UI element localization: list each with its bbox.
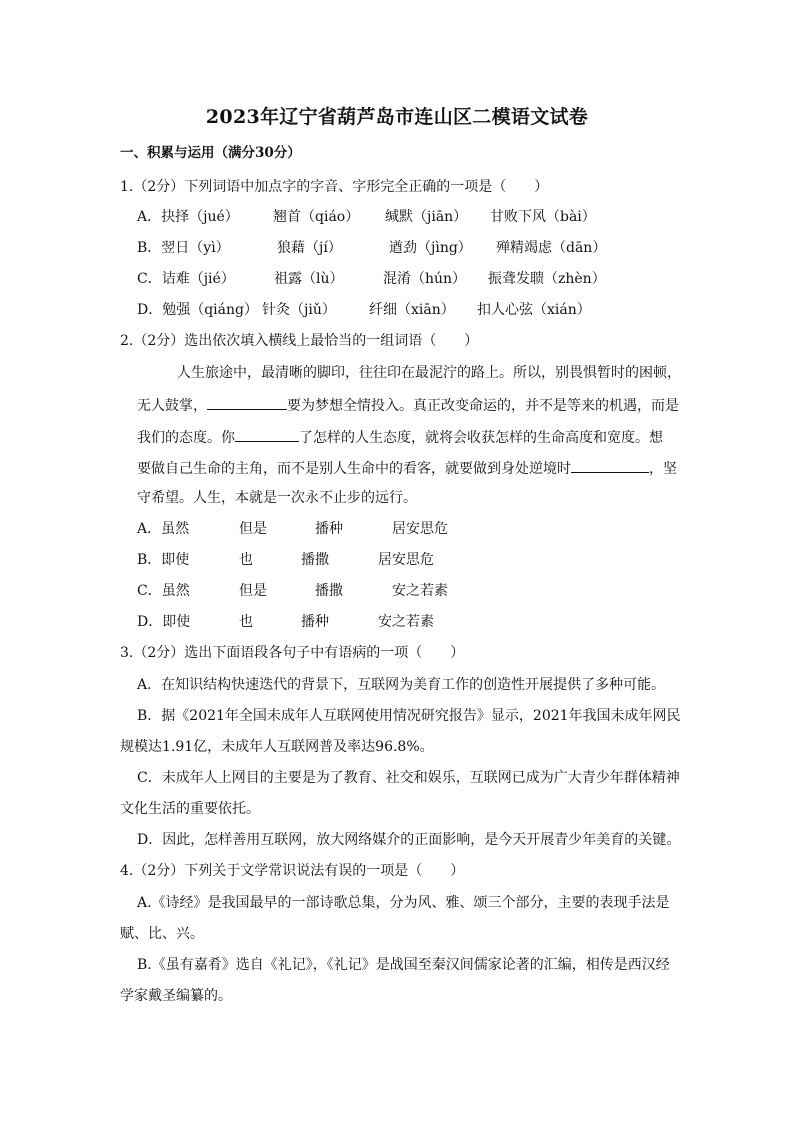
passage-text: ，坚 xyxy=(649,461,677,477)
option-cell: 扣人心弦（xián） xyxy=(477,302,591,318)
option-cell: 播撒 xyxy=(315,583,343,599)
option-cell: 纤细（xiān） xyxy=(369,302,455,318)
question-3-option-b-cont: 规模达1.91亿，未成年人互联网普及率达96.8%。 xyxy=(120,739,434,755)
passage-line: 守希望。人生，本就是一次永不止步的远行。 xyxy=(137,490,417,506)
question-3-option-d: D．因此，怎样善用互联网，放大网络媒介的正面影响，是今天开展青少年美育的关键。 xyxy=(137,832,681,848)
question-3-option-a: A．在知识结构快速迭代的背景下，互联网为美育工作的创造性开展提供了多种可能。 xyxy=(137,677,666,693)
question-4-option-b-cont: 学家戴圣编纂的。 xyxy=(120,988,232,1004)
option-cell: B．翌日（yì） xyxy=(137,240,230,256)
option-cell: C．虽然 xyxy=(137,583,190,599)
passage-line xyxy=(137,393,679,417)
option-cell: 祖露（lù） xyxy=(274,271,344,287)
passage-text: 我们的态度。你 xyxy=(137,430,235,446)
option-cell: 播种 xyxy=(301,614,329,630)
question-4-option-b: B.《虽有嘉肴》选自《礼记》，《礼记》是战国至秦汉间儒家论著的汇编，相传是西汉经 xyxy=(137,957,670,973)
option-cell: B．即使 xyxy=(137,552,190,568)
question-4-stem: 4.（2分）下列关于文学常识说法有误的一项是（ ） xyxy=(120,863,465,879)
question-1-stem: 1.（2分）下列词语中加点字的字音、字形完全正确的一项是（ ） xyxy=(120,179,549,195)
option-cell: 翘首（qiáo） xyxy=(273,209,360,225)
option-cell: 但是 xyxy=(239,521,267,537)
passage-text: 要做自己生命的主角，而不是别人生命中的看客，就要做到身处逆境时 xyxy=(137,461,571,477)
passage-line xyxy=(137,425,663,449)
option-cell: 也 xyxy=(239,614,253,630)
option-cell: 狼藉（jí） xyxy=(277,240,342,256)
option-cell: 也 xyxy=(239,552,253,568)
question-3-option-b: B．据《2021年全国未成年人互联网使用情况研究报告》显示，2021年我国未成年网民 xyxy=(137,708,681,724)
option-cell: 针灸（jiǔ） xyxy=(262,302,336,318)
question-3-stem: 3.（2分）选出下面语段各句子中有语病的一项（ ） xyxy=(120,645,465,661)
question-3-option-c: C．未成年人上网目的主要是为了教育、社交和娱乐，互联网已成为广大青少年群体精神 xyxy=(137,770,680,786)
option-cell: A．抉择（jué） xyxy=(137,209,239,225)
option-cell: D．即使 xyxy=(137,614,191,630)
option-cell: 播种 xyxy=(315,521,343,537)
option-cell: A．虽然 xyxy=(137,521,190,537)
option-cell: 居安思危 xyxy=(378,552,434,568)
fill-blank-3 xyxy=(571,456,649,473)
option-cell: 安之若素 xyxy=(378,614,434,630)
question-4-option-a-cont: 赋、比、兴。 xyxy=(120,926,204,942)
option-cell: 播撒 xyxy=(301,552,329,568)
option-cell: 甘败下风（bài） xyxy=(490,209,596,225)
option-cell: 殚精竭虑（dān） xyxy=(496,240,607,256)
question-4-option-a: A.《诗经》是我国最早的一部诗歌总集，分为风、雅、颂三个部分，主要的表现手法是 xyxy=(137,895,670,911)
option-cell: 振聋发聩（zhèn） xyxy=(488,271,606,287)
fill-blank-1 xyxy=(207,393,287,410)
option-cell: 但是 xyxy=(239,583,267,599)
passage-text: 要为梦想全情投入。真正改变命运的，并不是等来的机遇，而是 xyxy=(287,398,679,414)
option-cell: C．诘难（jié） xyxy=(137,271,235,287)
option-cell: 混淆（hún） xyxy=(383,271,467,287)
option-cell: 遒劲（jìng） xyxy=(389,240,472,256)
question-2-stem: 2.（2分）选出依次填入横线上最恰当的一组词语（ ） xyxy=(120,333,479,349)
page-title: 2023年辽宁省葫芦岛市连山区二模语文试卷 xyxy=(205,106,589,128)
fill-blank-2 xyxy=(235,425,299,442)
passage-text: 无人鼓掌， xyxy=(137,398,207,414)
option-cell: 居安思危 xyxy=(392,521,448,537)
option-cell: 安之若素 xyxy=(392,583,448,599)
passage-text: 了怎样的人生态度，就将会收获怎样的生命高度和宽度。想 xyxy=(299,430,663,446)
passage-line xyxy=(137,456,677,480)
option-cell: 缄默（jiān） xyxy=(385,209,468,225)
option-cell: D．勉强（qiáng） xyxy=(137,302,258,318)
passage-line: 人生旅途中，最清晰的脚印，往往印在最泥泞的路上。所以，别畏惧暂时的困顿， xyxy=(177,365,681,381)
question-3-option-c-cont: 文化生活的重要依托。 xyxy=(120,801,260,817)
section-heading: 一、积累与运用（满分30分） xyxy=(120,145,301,161)
